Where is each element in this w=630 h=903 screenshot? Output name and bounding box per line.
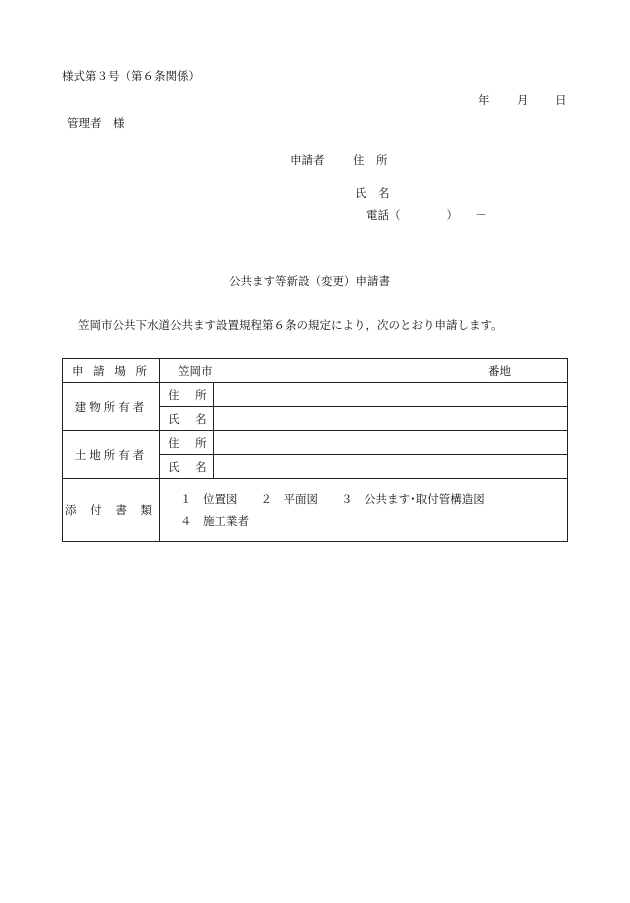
applicant-phone-label: 電話（ ） － [366, 208, 487, 222]
applicant-label: 申請者 [290, 153, 325, 167]
land-owner-address-label: 住 所 [160, 431, 214, 455]
location-banchi: 番地 [488, 363, 511, 378]
attachments-cell [160, 479, 568, 542]
building-owner-address-label: 住 所 [160, 383, 214, 407]
land-owner-label: 土地所有者 [63, 431, 160, 479]
building-owner-name-label: 氏 名 [160, 407, 214, 431]
applicant-name-label: 氏 名 [355, 186, 390, 200]
date-month-label: 月 [517, 93, 529, 107]
attachments-label: 添 付 書 類 [63, 479, 160, 542]
land-owner-name-label: 氏 名 [160, 455, 214, 479]
building-owner-name-field[interactable] [214, 407, 568, 431]
document-title: 公共ます等新設（変更）申請書 [229, 274, 390, 288]
applicant-address-label: 住 所 [353, 153, 388, 167]
location-label: 申 請 場 所 [63, 359, 160, 383]
building-owner-label: 建物所有者 [63, 383, 160, 431]
attachments-line-1: １ 位置図 ２ 平面図 ３ 公共ます･取付管構造図 [180, 492, 485, 506]
location-value-cell [160, 359, 568, 383]
date-day-label: 日 [555, 93, 567, 107]
land-owner-address-field[interactable] [214, 431, 568, 455]
form-number: 様式第３号（第６条関係） [62, 69, 200, 83]
attachments-line-2: ４ 施工業者 [180, 514, 249, 528]
table-row-location [63, 359, 568, 383]
addressee: 管理者 様 [67, 116, 125, 130]
table-row-land-address [63, 431, 568, 455]
application-table [62, 358, 568, 542]
table-row-building-address [63, 383, 568, 407]
location-city: 笠岡市 [178, 363, 213, 378]
table-row-attachments [63, 479, 568, 542]
date-year-label: 年 [478, 93, 490, 107]
body-text: 笠岡市公共下水道公共ます設置規程第６条の規定により，次のとおり申請します。 [78, 318, 503, 332]
building-owner-address-field[interactable] [214, 383, 568, 407]
land-owner-name-field[interactable] [214, 455, 568, 479]
